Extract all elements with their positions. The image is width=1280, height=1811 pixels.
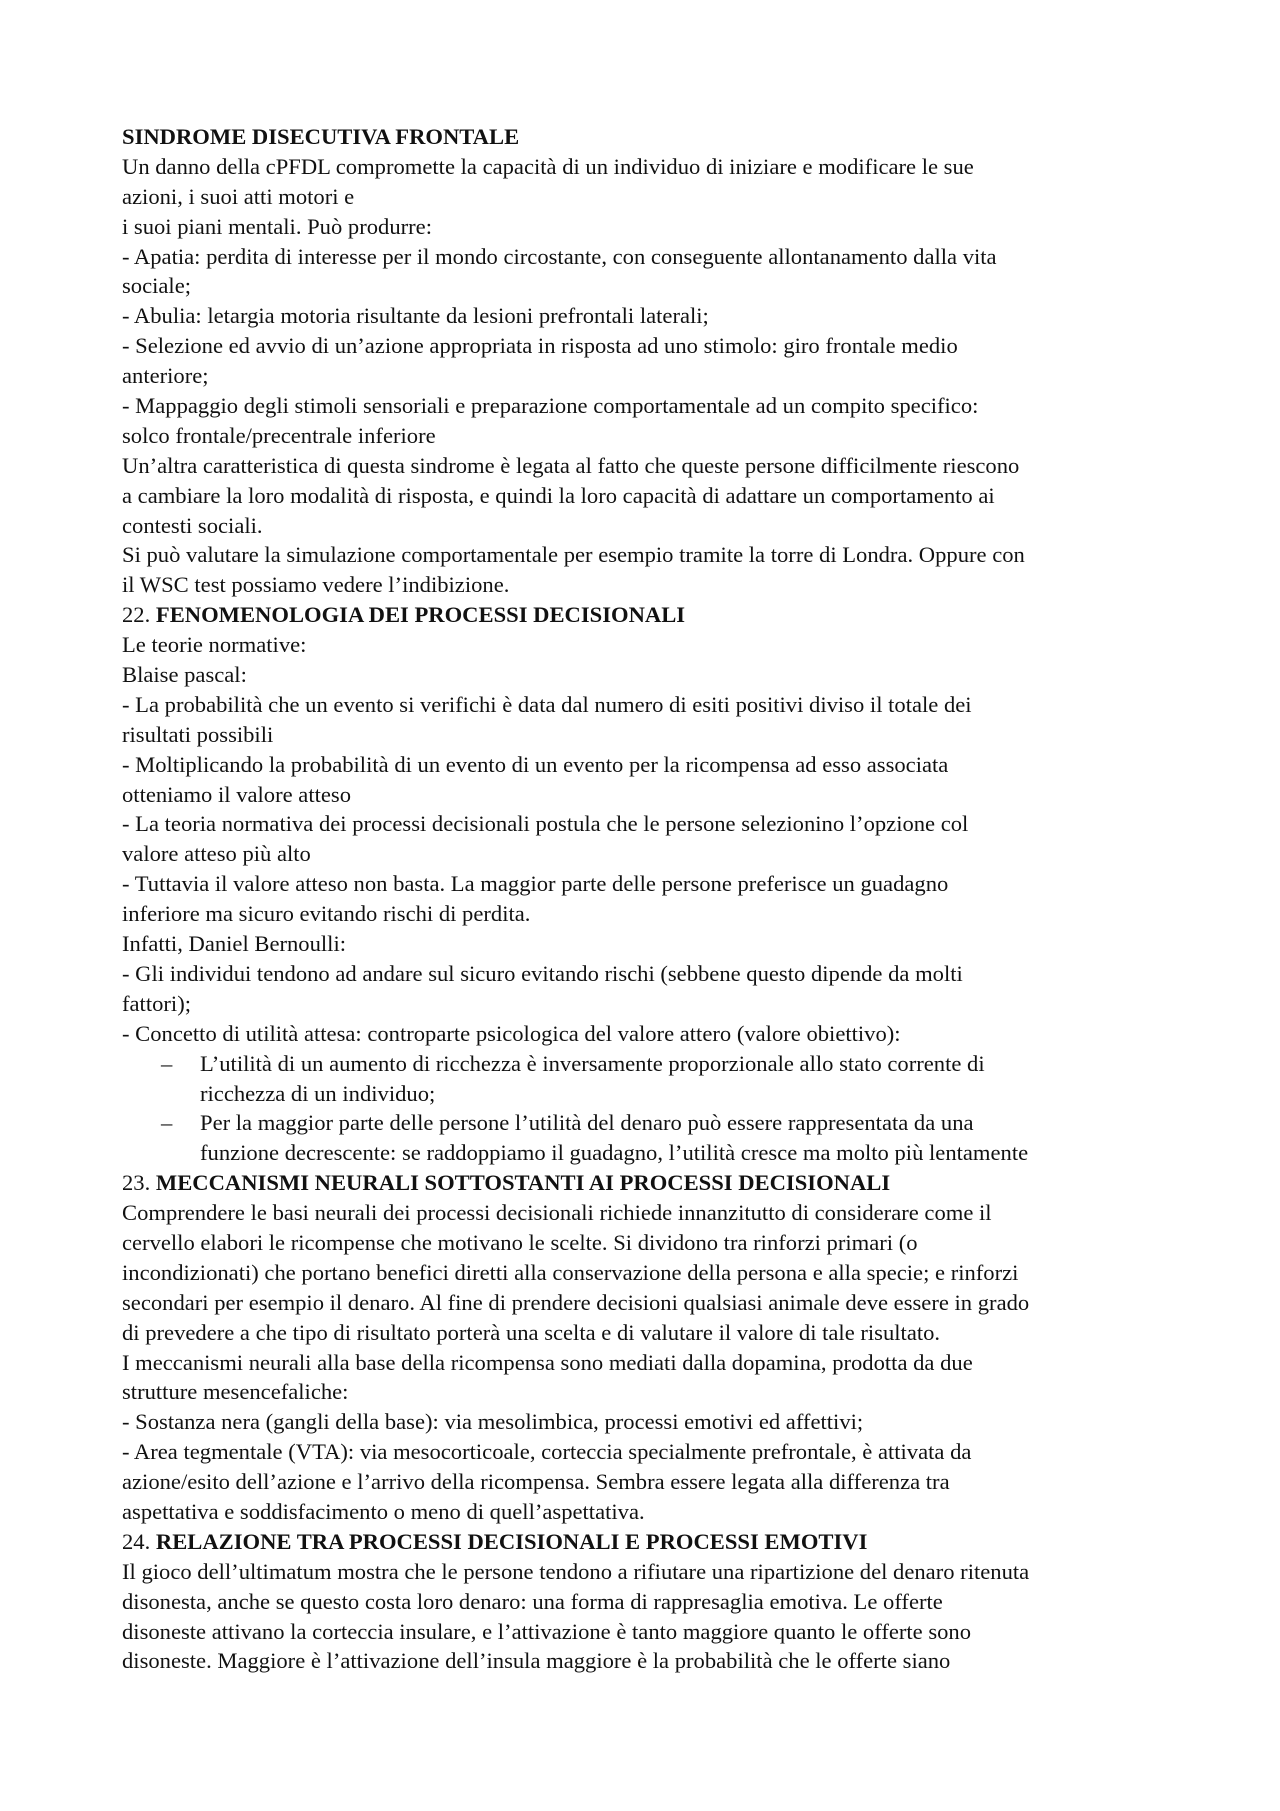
body-text-line: disoneste. Maggiore è l’attivazione dell’insula maggiore è la probabilità che le offerte siano [122, 1648, 951, 1674]
dash-list-item-continuation [122, 1138, 1172, 1168]
body-text-line: - Sostanza nera (gangli della base): via mesolimbica, processi emotivi ed affettivi; [122, 1409, 864, 1435]
body-text-line: - Apatia: perdita di interesse per il mondo circostante, con conseguente allontanamento dalla vita [122, 243, 997, 269]
body-text-line: risultati possibili [122, 721, 274, 747]
body-text-line: valore atteso più alto [122, 841, 311, 867]
section-title: RELAZIONE TRA PROCESSI DECISIONALI E PROCESSI EMOTIVI [155, 1528, 868, 1554]
section-title: SINDROME DISECUTIVA FRONTALE [122, 124, 520, 149]
body-text-line: cervello elabori le ricompense che motivano le scelte. Si dividono tra rinforzi primari (o [122, 1229, 918, 1255]
body-text-line: i suoi piani mentali. Può produrre: [122, 213, 432, 239]
body-text-line: a cambiare la loro modalità di risposta, e quindi la loro capacità di adattare un comportamento ai [122, 482, 995, 508]
body-text-line: - Area tegmentale (VTA): via mesocorticoale, corteccia specialmente prefrontale, è attivata da [122, 1439, 972, 1465]
dash-bullet-icon: – [161, 1050, 173, 1076]
body-text-line: anteriore; [122, 363, 209, 389]
body-text-line: azione/esito dell’azione e l’arrivo della ricompensa. Sembra essere legata alla differenza tra [122, 1469, 950, 1495]
section-heading [122, 1168, 1172, 1198]
body-text-line: - Mappaggio degli stimoli sensoriali e preparazione comportamentale ad un compito specifico: [122, 393, 979, 419]
body-text-line: di prevedere a che tipo di risultato porterà una scelta e di valutare il valore di tale risultato. [122, 1319, 941, 1345]
body-text-line: - La teoria normativa dei processi decisionali postula che le persone selezionino l’opzione col [122, 811, 969, 837]
body-text-line: Comprendere le basi neurali dei processi decisionali richiede innanzitutto di considerare come il [122, 1200, 992, 1226]
body-text-line: Le teorie normative: [122, 632, 307, 658]
body-text-line: inferiore ma sicuro evitando rischi di perdita. [122, 901, 531, 927]
body-text-line: - Moltiplicando la probabilità di un evento di un evento per la ricompensa ad esso associata [122, 751, 949, 777]
body-text-line: disonesta, anche se questo costa loro denaro: una forma di rappresaglia emotiva. Le offerte [122, 1588, 943, 1614]
body-text-line: - Abulia: letargia motoria risultante da lesioni prefrontali laterali; [122, 303, 709, 329]
section-heading [122, 1527, 1172, 1557]
body-text-line: otteniamo il valore atteso [122, 781, 352, 807]
body-text-line: solco frontale/precentrale inferiore [122, 422, 436, 448]
body-text-line: Un danno della cPFDL compromette la capacità di un individuo di iniziare e modificare le sue [122, 153, 974, 179]
dash-bullet-icon: – [161, 1110, 173, 1136]
body-text-line: contesti sociali. [122, 512, 263, 538]
section-title: MECCANISMI NEURALI SOTTOSTANTI AI PROCESSI DECISIONALI [155, 1170, 891, 1196]
dash-list-item [122, 1108, 1172, 1138]
section-title: FENOMENOLOGIA DEI PROCESSI DECISIONALI [155, 602, 686, 628]
body-text-line: I meccanismi neurali alla base della ricompensa sono mediati dalla dopamina, prodotta da due [122, 1349, 973, 1375]
body-text-line: - Selezione ed avvio di un’azione appropriata in risposta ad uno stimolo: giro frontale medio [122, 333, 958, 359]
body-text-line: strutture mesencefaliche: [122, 1379, 349, 1405]
dash-list-item-continuation [122, 1079, 1172, 1109]
list-item-text: funzione decrescente: se raddoppiamo il guadagno, l’utilità cresce ma molto più lentamente [200, 1140, 1029, 1166]
list-item-text: ricchezza di un individuo; [200, 1080, 436, 1106]
body-text-line: azioni, i suoi atti motori e [122, 183, 355, 209]
section-heading [122, 600, 1172, 630]
body-text-line: incondizionati) che portano benefici diretti alla conservazione della persona e alla specie; e rinforzi [122, 1259, 1019, 1285]
section-heading [122, 122, 1172, 152]
body-text-line: secondari per esempio il denaro. Al fine di prendere decisioni qualsiasi animale deve essere in grado [122, 1289, 1030, 1315]
body-text-line: aspettativa e soddisfacimento o meno di quell’aspettativa. [122, 1498, 645, 1524]
body-text-line: - Concetto di utilità attesa: controparte psicologica del valore attero (valore obiettivo): [122, 1020, 901, 1046]
list-item-text: L’utilità di un aumento di ricchezza è inversamente proporzionale allo stato corrente di [200, 1050, 985, 1076]
body-text-line: il WSC test possiamo vedere l’indibizione. [122, 572, 510, 598]
body-text-line: Il gioco dell’ultimatum mostra che le persone tendono a rifiutare una ripartizione del denaro ritenuta [122, 1558, 1030, 1584]
body-text-line: Si può valutare la simulazione comportamentale per esempio tramite la torre di Londra. Oppure con [122, 542, 1025, 568]
document-page [122, 122, 1172, 1676]
body-text-line: disoneste attivano la corteccia insulare, e l’attivazione è tanto maggiore quanto le offerte sono [122, 1618, 972, 1644]
body-text-line: - Tuttavia il valore atteso non basta. La maggior parte delle persone preferisce un guadagno [122, 871, 949, 897]
dash-list-item [122, 1049, 1172, 1079]
body-text-line: - Gli individui tendono ad andare sul sicuro evitando rischi (sebbene questo dipende da molti [122, 960, 963, 986]
body-text-line: Un’altra caratteristica di questa sindrome è legata al fatto che queste persone difficilmente riescono [122, 452, 1020, 478]
section-number: 24. [122, 1528, 156, 1554]
body-text-line: Infatti, Daniel Bernoulli: [122, 931, 346, 957]
section-number: 22. [122, 602, 156, 628]
body-text-line: Blaise pascal: [122, 662, 247, 688]
section-number: 23. [122, 1170, 156, 1196]
list-item-text: Per la maggior parte delle persone l’utilità del denaro può essere rappresentata da una [200, 1110, 974, 1136]
body-text-line: - La probabilità che un evento si verifichi è data dal numero di esiti positivi diviso il totale dei [122, 691, 972, 717]
body-text-line: sociale; [122, 273, 192, 299]
body-text-line: fattori); [122, 990, 192, 1016]
